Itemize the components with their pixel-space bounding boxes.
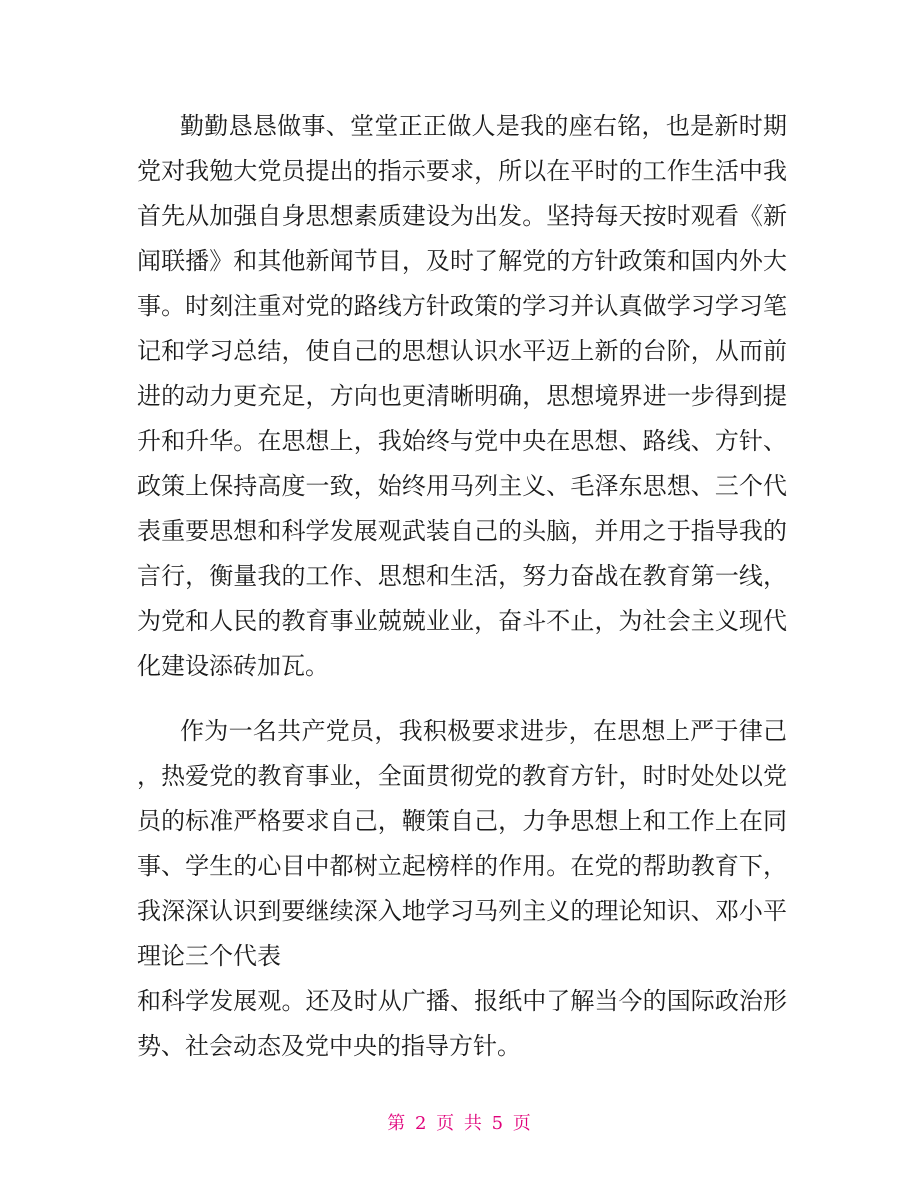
- text-line: 化建设添砖加瓦。: [137, 652, 329, 680]
- text-line: 事、学生的心目中都树立起榜样的作用。在党的帮助教育下，: [137, 852, 787, 880]
- text-line: 勤勤恳恳做事、堂堂正正做人是我的座右铭，也是新时期: [180, 112, 787, 140]
- text-line: 势、社会动态及党中央的指导方针。: [137, 1032, 521, 1060]
- text-line: 我深深认识到要继续深入地学习马列主义的理论知识、邓小平: [137, 897, 787, 925]
- text-line: 升和升华。在思想上，我始终与党中央在思想、路线、方针、: [137, 427, 787, 455]
- page-number-footer: 第 2 页 共 5 页: [387, 1113, 533, 1134]
- text-line: 闻联播》和其他新闻节目，及时了解党的方针政策和国内外大: [137, 247, 787, 275]
- text-line: 言行，衡量我的工作、思想和生活，努力奋战在教育第一线，: [137, 562, 787, 590]
- text-line: 政策上保持高度一致，始终用马列主义、毛泽东思想、三个代: [137, 472, 787, 500]
- text-line: 首先从加强自身思想素质建设为出发。坚持每天按时观看《新: [137, 202, 787, 230]
- text-line: 记和学习总结，使自己的思想认识水平迈上新的台阶，从而前: [137, 337, 787, 365]
- text-line: 事。时刻注重对党的路线方针政策的学习并认真做学习学习笔: [137, 292, 787, 320]
- text-line: 进的动力更充足，方向也更清晰明确，思想境界进一步得到提: [137, 382, 787, 410]
- text-line: 作为一名共产党员，我积极要求进步，在思想上严于律己: [180, 717, 787, 745]
- text-line: 和科学发展观。还及时从广播、报纸中了解当今的国际政治形: [137, 987, 787, 1015]
- text-line: 员的标准严格要求自己，鞭策自己，力争思想上和工作上在同: [137, 807, 787, 835]
- text-line: 为党和人民的教育事业兢兢业业，奋斗不止，为社会主义现代: [137, 607, 787, 635]
- text-line: 理论三个代表: [137, 942, 281, 970]
- text-line: 表重要思想和科学发展观武装自己的头脑，并用之于指导我的: [137, 517, 787, 545]
- text-line: 党对我勉大党员提出的指示要求，所以在平时的工作生活中我: [137, 157, 787, 185]
- text-line: ，热爱党的教育事业，全面贯彻党的教育方针，时时处处以党: [137, 762, 787, 790]
